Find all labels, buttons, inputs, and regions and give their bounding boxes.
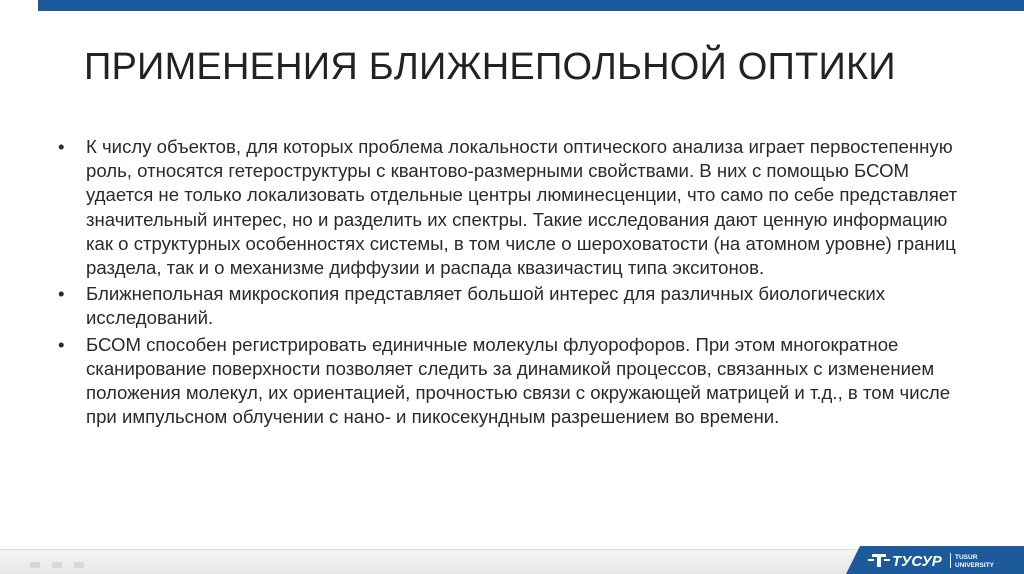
bullet-text: Ближнепольная микроскопия представляет большой интерес для различных биологических исследований. xyxy=(86,283,886,329)
page-title: ПРИМЕНЕНИЯ БЛИЖНЕПОЛЬНОЙ ОПТИКИ xyxy=(84,46,896,88)
tusur-logo-icon xyxy=(846,546,1024,574)
top-accent-bar xyxy=(38,0,1024,11)
list-item xyxy=(58,282,978,330)
footer-decoration xyxy=(52,562,62,568)
logo-sub-text-1: TUSUR xyxy=(955,554,978,561)
logo-brand-text: ТУСУР xyxy=(892,553,942,570)
list-item xyxy=(58,135,978,280)
bullet-text: К числу объектов, для которых проблема локальности оптического анализа играет первостепенную роль, относятся гетероструктуры с квантово-размерными свойствами. В них с помощью БСОМ удается не только локализовать отдельные центры люминесценции, что само по себе представляет значительный интерес, но и разделить их спектры. Такие исследования дают ценную информацию как о структурных особенностях системы, в том числе о шероховатости (на атомном уровне) границ раздела, так и о механизме диффузии и распада квазичастиц типа экситонов. xyxy=(86,136,958,279)
bullet-list xyxy=(58,135,978,431)
footer-decoration xyxy=(74,562,84,568)
bullet-icon: • xyxy=(58,333,65,355)
bullet-text: БСОМ способен регистрировать единичные молекулы флуорофоров. При этом многократное сканирование поверхности позволяет следить за динамикой процессов, связанных с изменением положения молекул, их ориентацией, прочностью связи с окружающей матрицей и т.д., в том числе при импульсном облучении с нано- и пикосекундным разрешением во времени. xyxy=(86,333,951,428)
bullet-icon: • xyxy=(58,283,65,305)
footer-decoration xyxy=(30,562,40,568)
tusur-logo xyxy=(846,546,1024,574)
list-item xyxy=(58,333,978,430)
logo-sub-text-2: UNIVERSITY xyxy=(955,562,995,569)
bullet-icon: • xyxy=(58,136,65,157)
